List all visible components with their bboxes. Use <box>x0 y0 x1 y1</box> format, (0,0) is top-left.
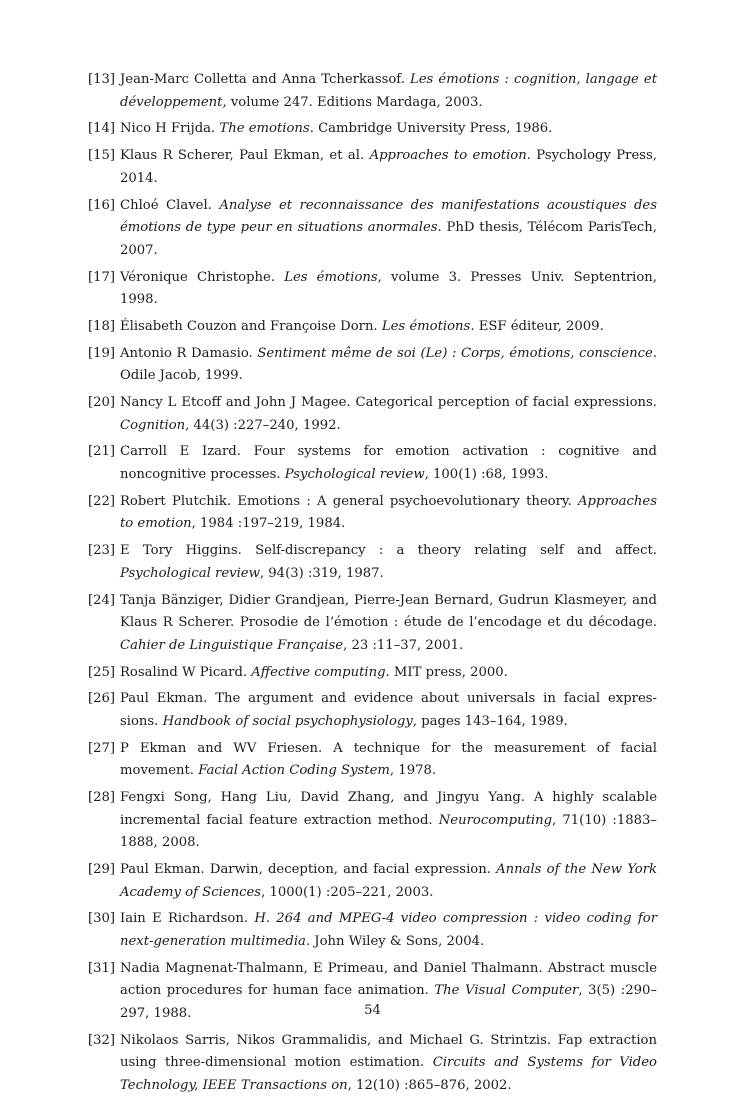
reference-number: [15] <box>88 148 116 164</box>
reference-text: . Cambridge University Press, 1986. <box>309 121 553 137</box>
reference-text: . PhD thesis, Télécom ParisTech, 2007. <box>120 220 657 258</box>
reference-title: Affective computing <box>251 664 386 680</box>
reference-entry <box>88 392 657 437</box>
reference-title: Cahier de Linguistique Française <box>120 637 344 653</box>
reference-title: Les émotions <box>284 269 378 285</box>
reference-entry <box>88 738 657 783</box>
reference-text: Nico H Frijda. <box>120 121 220 137</box>
reference-text: Carroll E Izard. Four systems for emotion activation : cognitive and noncognitive processes. <box>120 444 657 482</box>
reference-text: Nadia Magnenat-Thalmann, E Primeau, and Daniel Thalmann. Abstract muscle action procedures for human face animation. <box>120 960 657 999</box>
reference-text: , pages 143–164, 1989. <box>412 713 568 729</box>
reference-number: [29] <box>88 862 116 877</box>
reference-entry <box>88 688 657 733</box>
reference-title: Approaches to emotion <box>120 493 657 532</box>
reference-entry <box>88 267 657 312</box>
reference-title: Les émotions <box>381 318 471 334</box>
reference-entry <box>88 787 657 855</box>
reference-text: , volume 3. Presses Univ. Septentrion, 1998. <box>120 269 657 308</box>
reference-text: , 3(5) :290–297, 1988. <box>120 983 657 1021</box>
reference-number: [31] <box>88 960 116 976</box>
reference-text: , 44(3) :227–240, 1992. <box>185 417 341 433</box>
reference-text: Antonio R Damasio. <box>120 345 258 361</box>
reference-text: P Ekman and WV Friesen. A technique for the measurement of facial movement. <box>120 740 657 779</box>
reference-text: Robert Plutchik. Emotions : A general psychoevolutionary theory. <box>120 493 579 509</box>
reference-text: , 100(1) :68, 1993. <box>424 467 549 482</box>
reference-text: . Psychology Press, 2014. <box>120 148 657 186</box>
reference-text: , 71(10) :1883–1888, 2008. <box>120 812 657 851</box>
reference-text: , 94(3) :319, 1987. <box>259 565 384 581</box>
reference-number: [27] <box>88 740 116 756</box>
reference-entry <box>88 662 657 685</box>
reference-text: . ESF éditeur, 2009. <box>470 318 604 334</box>
reference-entry <box>88 540 657 585</box>
reference-text: Nancy L Etcoff and John J Magee. Categorical perception of facial expressions. <box>120 395 657 411</box>
reference-text: Iain E Richardson. <box>120 911 255 927</box>
reference-text: Chloé Clavel. <box>120 197 220 213</box>
reference-number: [16] <box>88 197 116 213</box>
reference-text: Rosalind W Picard. <box>120 664 252 680</box>
reference-title: Facial Action Coding System <box>198 763 390 779</box>
reference-number: [25] <box>88 664 116 680</box>
reference-entry <box>88 195 657 263</box>
reference-title: Cognition <box>120 417 186 433</box>
reference-title: H. 264 and MPEG-4 video compression : video coding for next-generation multimedia <box>120 911 657 949</box>
reference-number: [24] <box>88 592 116 608</box>
reference-title: Psychological review <box>120 565 260 581</box>
reference-number: [32] <box>88 1032 116 1048</box>
reference-text: Klaus R Scherer, Paul Ekman, et al. <box>120 148 370 164</box>
reference-entry <box>88 1030 657 1098</box>
reference-entry <box>88 343 657 388</box>
reference-number: [19] <box>88 345 116 361</box>
reference-text: Paul Ekman. The argument and evidence about universals in facial expres-sions. <box>120 691 657 729</box>
reference-entry <box>88 316 657 339</box>
reference-entry <box>88 69 657 114</box>
reference-text: , 1978. <box>389 763 437 779</box>
reference-title: Annals of the New York Academy of Sciences <box>120 862 657 900</box>
reference-text: Jean-Marc Colletta and Anna Tcherkassof. <box>120 72 410 87</box>
reference-text: Tanja Bänziger, Didier Grandjean, Pierre-Jean Bernard, Gudrun Klasmeyer, and Klaus R Scherer. Prosodie de l’émotion : étude de l’encodage et du décodage. <box>120 592 657 631</box>
reference-title: Approaches to emotion <box>369 148 527 164</box>
reference-number: [18] <box>88 318 116 334</box>
reference-list <box>88 69 657 1102</box>
reference-number: [22] <box>88 493 116 509</box>
reference-title: Circuits and Systems for Video Technology, IEEE Transactions on <box>120 1055 657 1093</box>
reference-text: Nikolaos Sarris, Nikos Grammalidis, and Michael G. Strintzis. Fap extraction using three-dimensional motion estimation. <box>120 1032 657 1071</box>
reference-title: Sentiment même de soi (Le) : Corps, émotions, conscience <box>257 345 653 361</box>
reference-entry <box>88 590 657 658</box>
reference-text: Paul Ekman. Darwin, deception, and facial expression. <box>120 862 497 877</box>
reference-text: , volume 247. Editions Mardaga, 2003. <box>222 94 483 110</box>
reference-number: [17] <box>88 269 116 285</box>
reference-number: [14] <box>88 121 116 137</box>
reference-text: Élisabeth Couzon and Françoise Dorn. <box>120 318 382 334</box>
reference-entry <box>88 118 657 141</box>
reference-title: Psychological review <box>284 467 425 482</box>
reference-entry <box>88 441 657 486</box>
reference-number: [30] <box>88 911 116 927</box>
reference-text: Véronique Christophe. <box>120 269 285 285</box>
reference-entry <box>88 859 657 904</box>
reference-title: Handbook of social psychophysiology <box>162 713 413 729</box>
reference-text: . John Wiley & Sons, 2004. <box>305 933 485 949</box>
reference-number: [20] <box>88 395 116 411</box>
reference-number: [21] <box>88 444 116 460</box>
reference-entry <box>88 145 657 190</box>
reference-entry <box>88 491 657 536</box>
reference-number: [13] <box>88 72 116 87</box>
reference-text: . Odile Jacob, 1999. <box>120 345 657 384</box>
reference-text: Fengxi Song, Hang Liu, David Zhang, and Jingyu Yang. A highly scalable incremental facial feature extraction method. <box>120 790 657 828</box>
reference-title: The Visual Computer <box>434 983 579 999</box>
reference-number: [26] <box>88 691 116 707</box>
reference-text: E Tory Higgins. Self-discrepancy : a theory relating self and affect. <box>120 543 657 559</box>
reference-title: Analyse et reconnaissance des manifestations acoustiques des émotions de type peur en situations anormales <box>120 197 657 236</box>
reference-title: The emotions <box>219 121 310 137</box>
reference-title: Les émotions : cognition, langage et développement <box>120 72 657 110</box>
reference-text: . MIT press, 2000. <box>385 664 508 680</box>
page-number: 54 <box>364 1003 381 1018</box>
reference-text: , 1984 :197–219, 1984. <box>191 516 346 532</box>
reference-text: , 1000(1) :205–221, 2003. <box>261 884 434 900</box>
reference-number: [23] <box>88 543 116 559</box>
reference-entry <box>88 908 657 953</box>
reference-text: , 12(10) :865–876, 2002. <box>347 1077 512 1093</box>
reference-text: , 23 :11–37, 2001. <box>343 637 464 653</box>
reference-number: [28] <box>88 790 116 806</box>
reference-title: Neurocomputing <box>438 812 553 828</box>
